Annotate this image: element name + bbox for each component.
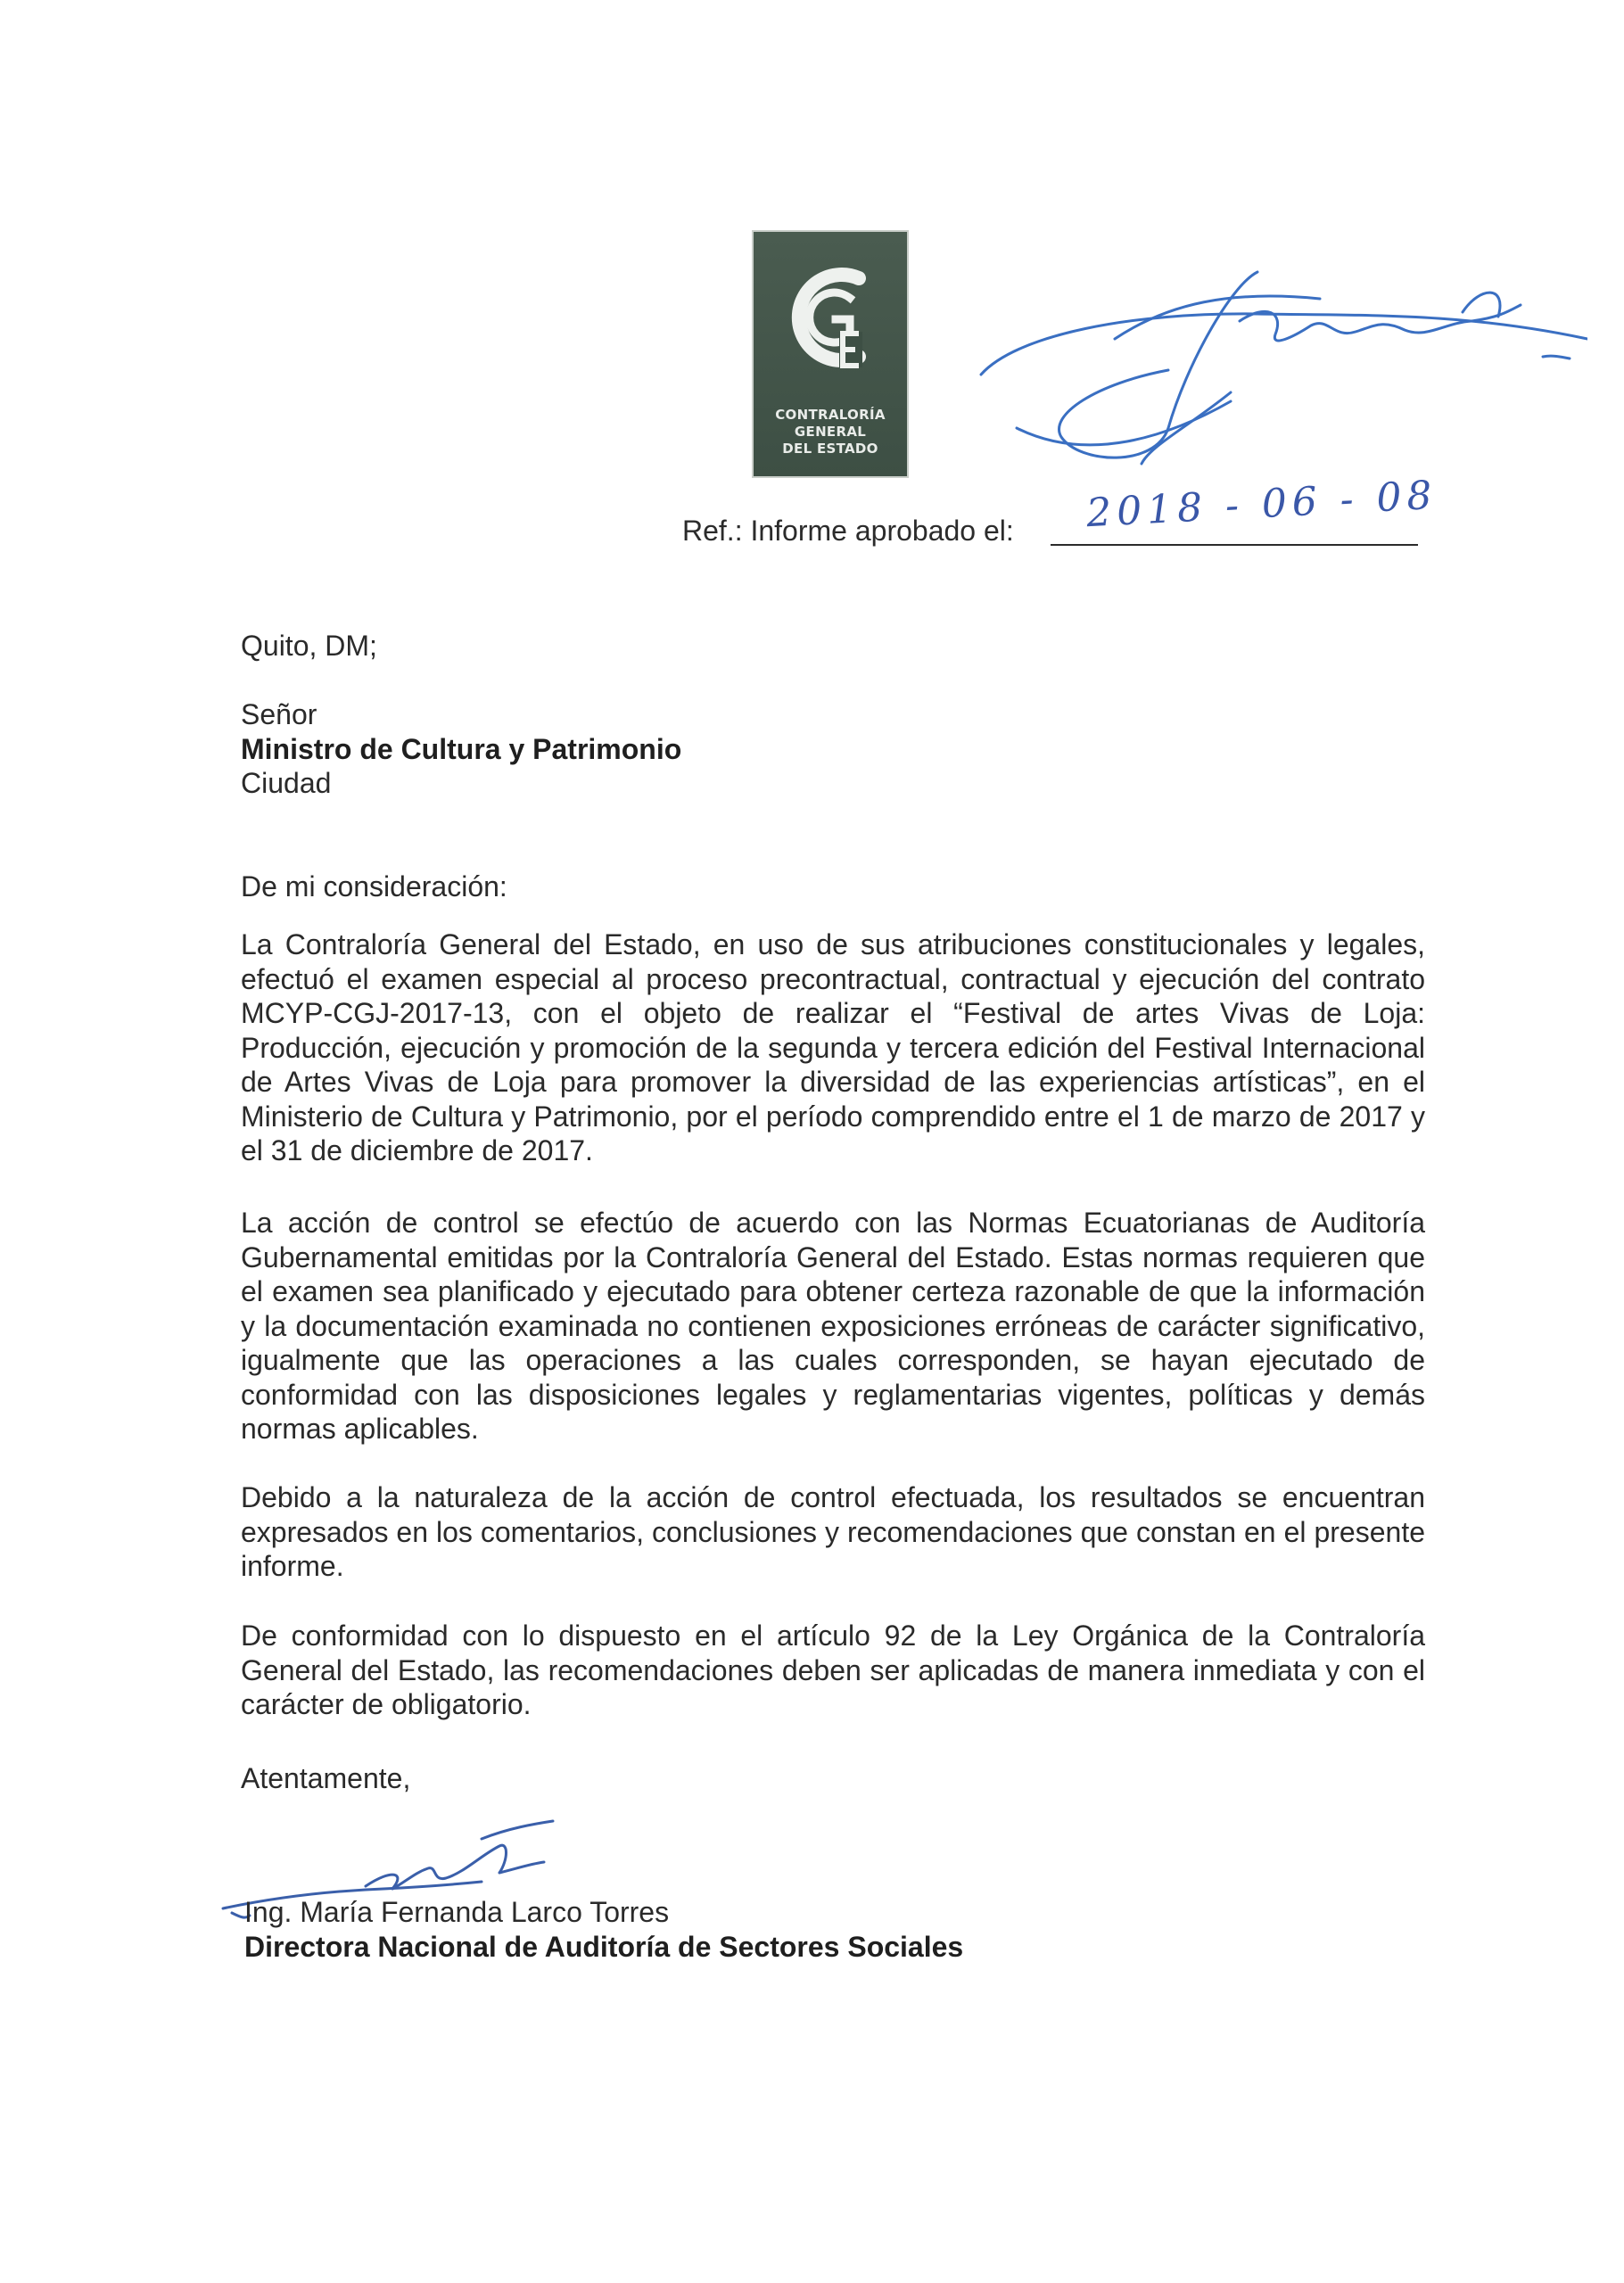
reference-label: Ref.: Informe aprobado el: xyxy=(682,515,1014,547)
closing: Atentamente, xyxy=(241,1762,411,1794)
approval-signature xyxy=(963,250,1587,482)
body-paragraph: La Contraloría General del Estado, en uso de sus atribuciones constitucionales y legales, efectuó el examen especial al proceso precontractual, contractual y ejecución del contrato MCYP-CGJ-2017-13, con el objeto de realizar el “Festival de artes Vivas de Loja: Producción, ejecución y promoción de la segunda y tercera edición del Festival Internacional de Artes Vivas de Loja para promover la diversidad de las experiencias artísticas”, en el Ministerio de Cultura y Patrimonio, por el período comprendido entre el 1 de marzo de 2017 y el 31 de diciembre de 2017. xyxy=(241,928,1425,1166)
contraloria-logo xyxy=(752,230,909,478)
recipient-block xyxy=(241,697,1425,801)
logo-wordmark: CONTRALORÍA GENERAL DEL ESTADO xyxy=(775,407,886,457)
greeting: De mi consideración: xyxy=(241,870,507,902)
recipient-city: Ciudad xyxy=(241,767,332,799)
signer-name: Ing. María Fernanda Larco Torres xyxy=(244,1896,670,1928)
signer-block xyxy=(244,1895,1429,1964)
recipient-salutation: Señor xyxy=(241,698,317,730)
body-paragraph: Debido a la naturaleza de la acción de control efectuada, los resultados se encuentran expresados en los comentarios, conclusiones y recomendaciones que constan en el presente informe. xyxy=(241,1481,1425,1582)
body-paragraph: De conformidad con lo dispuesto en el artículo 92 de la Ley Orgánica de la Contraloría General del Estado, las recomendaciones deben ser aplicadas de manera inmediata y con el carácter de obligatorio. xyxy=(241,1620,1425,1720)
reference-underline xyxy=(1051,544,1418,546)
body-paragraph: La acción de control se efectúo de acuerdo con las Normas Ecuatorianas de Auditoría Gubernamental emitidas por la Contraloría General del Estado. Estas normas requieren que el examen sea planificado y ejecutado para obtener certeza razonable de que la información y la documentación examinada no contienen exposiciones erróneas de carácter significativo, igualmente que las operaciones a las cuales corresponden, se hayan ejecutado de conformidad con las disposiciones legales y reglamentarias vigentes, políticas y demás normas aplicables. xyxy=(241,1207,1425,1445)
approval-date: 2018 - 06 - 08 xyxy=(1084,472,1439,537)
place-line: Quito, DM; xyxy=(241,630,377,662)
signer-position: Directora Nacional de Auditoría de Sectores Sociales xyxy=(244,1930,964,1963)
recipient-title: Ministro de Cultura y Patrimonio xyxy=(241,732,682,765)
cge-emblem-icon xyxy=(754,232,907,401)
